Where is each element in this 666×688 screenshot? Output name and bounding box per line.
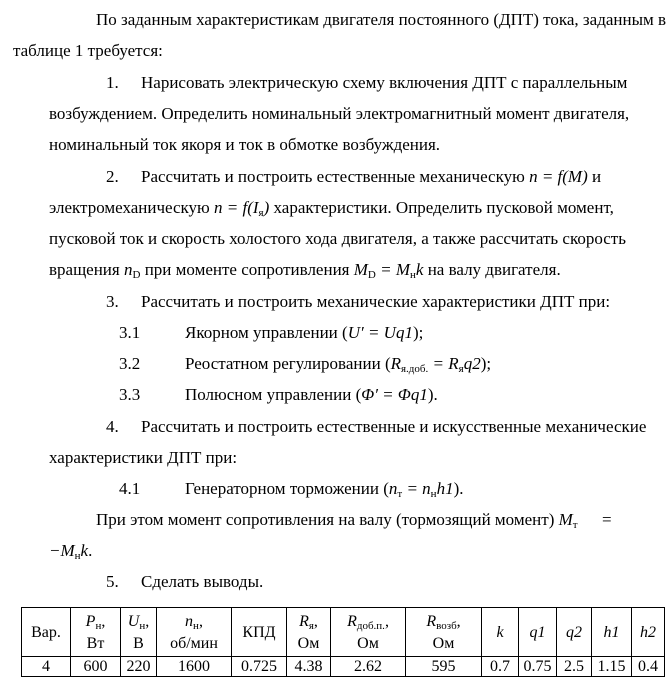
cell-q1: 0.75 <box>519 657 557 677</box>
header-q2: q2 <box>557 608 592 657</box>
item4-line-2: характеристики ДПТ при: <box>49 448 238 467</box>
item2-line-2-head: электромеханическую <box>49 198 210 217</box>
intro-line-1: По заданным характеристикам двигателя постоянного (ДПТ) тока, заданным в <box>96 10 666 29</box>
item3-text: Рассчитать и построить механические характеристики ДПТ при: <box>141 292 611 311</box>
header-r-excitation: $R_{возб}$, Ом <box>406 608 482 657</box>
cell-r-armature: 4.38 <box>287 657 331 677</box>
header-efficiency: КПД <box>232 608 287 657</box>
item2-line-4: вращения $n_D$ при моменте сопротивления $M_D = M_нk$ на валу двигателя. <box>49 260 561 281</box>
item2-line-3: пусковой ток и скорость холостого хода двигателя, а также рассчитать скорость <box>49 229 626 248</box>
header-speed: $n_н$, об/мин <box>157 608 232 657</box>
note-moment-symbol: $M_т$ <box>558 510 578 531</box>
header-q1: q1 <box>519 608 557 657</box>
item3-3-text: Полюсном управлении (Φ′ = Φq1). <box>185 385 438 404</box>
item2-line-2 <box>49 198 614 223</box>
note-equals: = <box>602 510 612 529</box>
header-h2: h2 <box>632 608 665 657</box>
item5-text: Сделать выводы. <box>141 572 264 591</box>
item4-line-1: Рассчитать и построить естественные и искусственные механические <box>141 417 647 436</box>
header-power: $P_н$, Вт <box>71 608 121 657</box>
item2-mech-formula: n = f(M) <box>529 167 588 186</box>
item2-line-2-tail: характеристики. Определить пусковой момент, <box>273 198 614 217</box>
item4-1-text: Генераторном торможении $(n_т = n_нh1)$. <box>185 479 464 500</box>
item1-number: 1. <box>106 73 119 92</box>
cell-efficiency: 0.725 <box>232 657 287 677</box>
item2-moment-formula: $M_D = M_нk$ <box>353 260 424 281</box>
table-row <box>22 657 665 677</box>
item2-line-1-tail: и <box>592 167 602 186</box>
item3-1-formula: U′ = Uq1 <box>347 323 413 342</box>
cell-voltage: 220 <box>121 657 157 677</box>
item2-number: 2. <box>106 167 119 186</box>
item4-1-number: 4.1 <box>119 479 141 498</box>
note-line-1: При этом момент сопротивления на валу (тормозящий момент) $M_т$ <box>96 510 578 531</box>
table-header-row <box>22 608 665 657</box>
item5-number: 5. <box>106 572 119 591</box>
header-var: Вар. <box>22 608 71 657</box>
item3-2-formula: $R_{я.доб.} = R_яq2$ <box>390 354 481 375</box>
item4-number: 4. <box>106 417 119 436</box>
item2-electromech-formula: $n = f(I_я)$ <box>214 198 270 219</box>
item3-2-number: 3.2 <box>119 354 141 373</box>
item2-line-1-text: Рассчитать и построить естественные механическую <box>141 167 525 186</box>
cell-r-excitation: 595 <box>406 657 482 677</box>
header-h1: h1 <box>592 608 632 657</box>
item1-line-3: номинальный ток якоря и ток в обмотке возбуждения. <box>49 135 441 154</box>
header-r-armature: $R_я$, Ом <box>287 608 331 657</box>
item3-number: 3. <box>106 292 119 311</box>
cell-power: 600 <box>71 657 121 677</box>
cell-q2: 2.5 <box>557 657 592 677</box>
header-voltage: $U_н$, В <box>121 608 157 657</box>
cell-k: 0.7 <box>482 657 519 677</box>
item1-line-2: возбуждением. Определить номинальный электромагнитный момент двигателя, <box>49 104 630 123</box>
intro-line-2: таблице 1 требуется: <box>13 41 163 60</box>
item3-2-text: Реостатном регулировании $(R_{я.доб.} = R_яq2)$; <box>185 354 492 375</box>
note-line-2: $-M_нk$. <box>49 541 93 562</box>
cell-h2: 0.4 <box>632 657 665 677</box>
parameters-table <box>21 607 665 677</box>
item1-line-1: Нарисовать электрическую схему включения ДПТ с параллельным <box>141 73 628 92</box>
item2-speed-symbol: $n_D$ <box>123 260 141 281</box>
item3-1-number: 3.1 <box>119 323 141 342</box>
item3-3-number: 3.3 <box>119 385 141 404</box>
header-r-additional: $R_{доб.п.}$, Ом <box>331 608 406 657</box>
cell-r-additional: 2.62 <box>331 657 406 677</box>
cell-h1: 1.15 <box>592 657 632 677</box>
item3-1-text: Якорном управлении (U′ = Uq1); <box>185 323 424 342</box>
cell-speed: 1600 <box>157 657 232 677</box>
header-k: k <box>482 608 519 657</box>
item2-line-1 <box>141 167 601 187</box>
cell-var: 4 <box>22 657 71 677</box>
item3-3-formula: Φ′ = Φq1 <box>361 385 428 404</box>
item4-1-formula: $n_т = n_нh1$ <box>388 479 454 500</box>
